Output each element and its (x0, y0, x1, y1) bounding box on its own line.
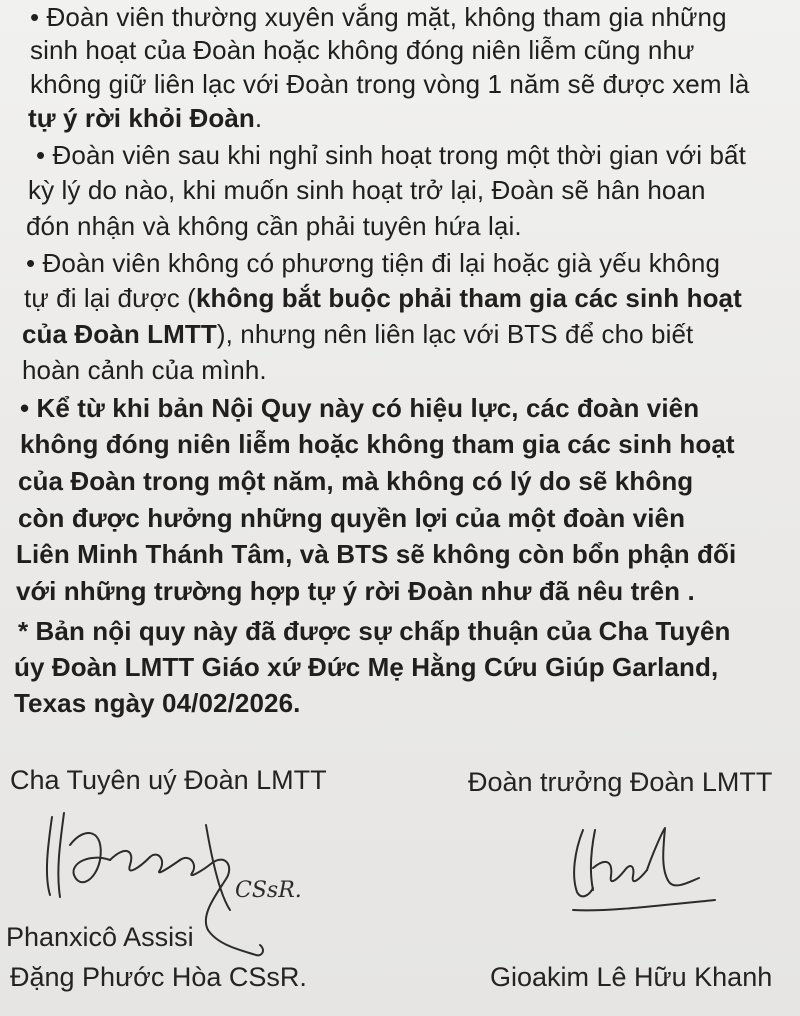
rule-elderly-line-2-plain: tự đi lại được ( (24, 283, 196, 313)
rule-elderly-line-1: • Đoàn viên không có phương tiện đi lại hoặc già yếu không (26, 248, 721, 278)
rule-absent-line-4 (28, 102, 262, 136)
rule-elderly-line-2 (24, 282, 742, 316)
rule-elderly-line-4: hoàn cảnh của mình. (22, 355, 267, 385)
rule-effective-line-1: • Kể từ khi bản Nội Quy này có hiệu lực, các đoàn viên (20, 393, 700, 423)
rule-effective-line-4: còn được hưởng những quyền lợi của một đoàn viên (18, 503, 686, 533)
rule-elderly-line-2-bold: không bắt buộc phải tham gia các sinh hoạt (195, 283, 742, 313)
rule-elderly-line-3-plain: ), nhưng nên liên lạc với BTS để cho biết (216, 319, 694, 349)
rule-return-line-2: kỳ lý do nào, khi muốn sinh hoạt trở lại, Đoàn sẽ hân hoan (28, 175, 706, 205)
approval-line-2: úy Đoàn LMTT Giáo xứ Đức Mẹ Hằng Cứu Giúp Garland, (14, 652, 719, 682)
rule-elderly-line-3-bold: của Đoàn LMTT (22, 319, 217, 349)
rule-effective-line-2: không đóng niên liễm hoặc không tham gia các sinh hoạt (20, 429, 735, 459)
rule-absent-line-1: • Đoàn viên thường xuyên vắng mặt, không tham gia những (30, 2, 727, 32)
approval-date-line: Texas ngày 04/02/2026. (14, 688, 301, 718)
chaplain-title: Cha Tuyên uý Đoàn LMTT (10, 765, 327, 795)
rule-return-line-3: đón nhận và không cần phải tuyên hứa lại. (26, 211, 522, 241)
rule-absent-period: . (254, 103, 263, 133)
rule-absent-line-2: sinh hoạt của Đoàn hoặc không đóng niên liễm cũng như (30, 35, 695, 65)
approval-line-1: * Bản nội quy này đã được sự chấp thuận của Cha Tuyên (18, 616, 731, 646)
rule-effective-line-6: với những trường hợp tự ý rời Đoàn như đã nêu trên . (16, 576, 695, 606)
leader-title: Đoàn trưởng Đoàn LMTT (468, 767, 773, 797)
rule-absent-line-3: không giữ liên lạc với Đoàn trong vòng 1 năm sẽ được xem là (30, 69, 750, 99)
rule-effective-line-3: của Đoàn trong một năm, mà không có lý do sẽ không (18, 466, 694, 496)
chaplain-signature-suffix: CSsR. (235, 878, 302, 903)
rule-effective-line-5: Liên Minh Thánh Tâm, và BTS sẽ không còn bổn phận đối (16, 539, 737, 569)
leader-name: Gioakim Lê Hữu Khanh (490, 962, 773, 992)
rule-elderly-line-3 (22, 318, 693, 352)
rule-absent-emphasis: tự ý rời khỏi Đoàn (28, 103, 255, 133)
chaplain-name-line-2: Đặng Phước Hòa CSsR. (10, 962, 307, 992)
rule-return-line-1: • Đoàn viên sau khi nghỉ sinh hoạt trong một thời gian với bất (36, 140, 746, 170)
chaplain-name-line-1: Phanxicô Assisi (6, 922, 194, 952)
